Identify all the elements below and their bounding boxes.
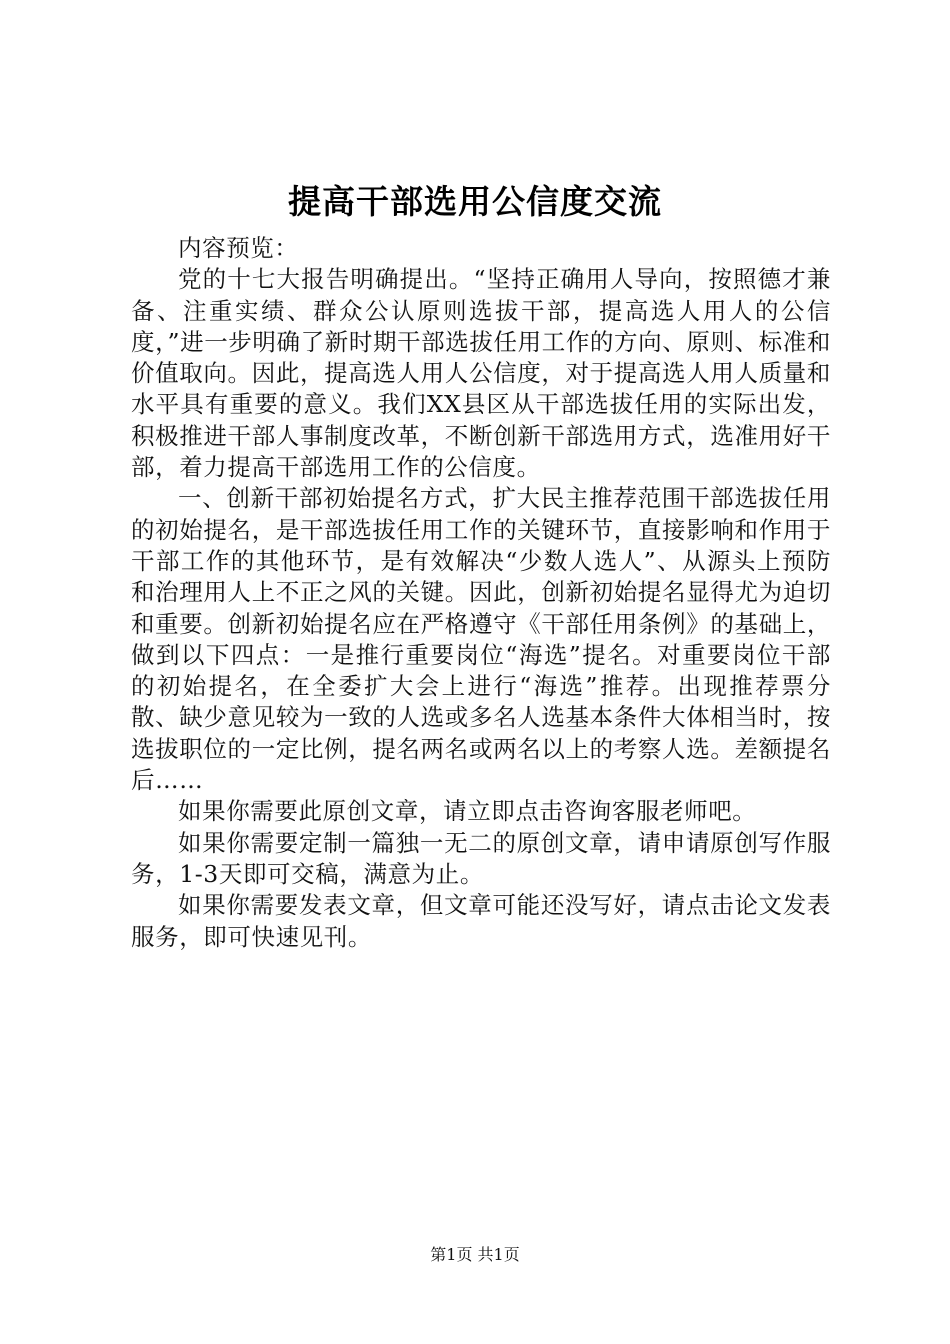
page-footer: 第1页 共1页: [430, 1245, 520, 1264]
paragraph-section-one: 一、创新干部初始提名方式，扩大民主推荐范围干部选拔任用的初始提名，是干部选拔任用工作的关键环节，直接影响和作用于干部工作的其他环节，是有效解决“少数人选人”、从源头上预防和治理用人上不正之风的关键。因此，创新初始提名显得尤为迫切和重要。创新初始提名应在严格遵守《干部任用条例》的基础上，做到以下四点：一是推行重要岗位“海选”提名。对重要岗位干部的初始提名，在全委扩大会上进行“海选”推荐。出现推荐票分散、缺少意见较为一致的人选或多名人选基本条件大体相当时，按选拔职位的一定比例，提名两名或两名以上的考察人选。差额提名后……: [131, 484, 831, 795]
document-body: [131, 233, 831, 953]
preview-label: 内容预览：: [178, 234, 299, 262]
paragraph-custom-writing: 如果你需要定制一篇独一无二的原创文章，请申请原创写作服务，1-3天即可交稿，满意为止。: [131, 828, 831, 888]
paragraph-publish-service: 如果你需要发表文章，但文章可能还没写好，请点击论文发表服务，即可快速见刊。: [131, 891, 831, 951]
paragraph-consult-service: 如果你需要此原创文章，请立即点击咨询客服老师吧。: [178, 797, 757, 826]
document-title: 提高干部选用公信度交流: [288, 182, 662, 221]
paragraph-intro: 党的十七大报告明确提出。“坚持正确用人导向，按照德才兼备、注重实绩、群众公认原则选拔干部，提高选人用人的公信度，”进一步明确了新时期干部选拔任用工作的方向、原则、标准和价值取向。因此，提高选人用人公信度，对于提高选人用人质量和水平具有重要的意义。我们XX县区从干部选拔任用的实际出发，积极推进干部人事制度改革，不断创新干部选用方式，选准用好干部，着力提高干部选用工作的公信度。: [131, 265, 831, 482]
